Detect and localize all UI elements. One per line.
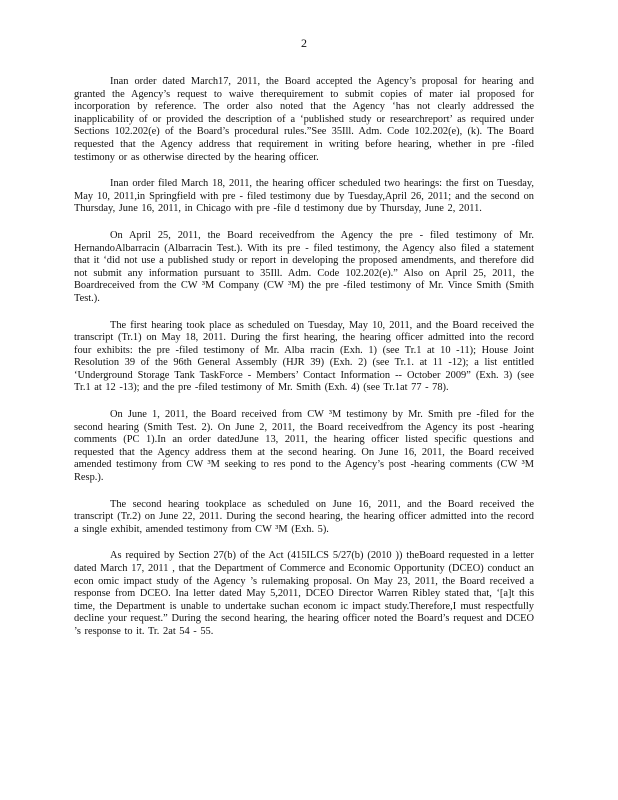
paragraph-prefiled-testimony: On April 25, 2011, the Board receivedfrom the Agency the pre - filed testimony of Mr. HernandoAlbarracin (Albarracin Test.). With its pre - filed testimony, the Agency also filed a statement that it ‘did not use a published study or report in developing the proposed amendments, and therefore did not submit any information pursuant to 35Ill. Adm. Code 102.202(e).” Also on April 25, 2011, the Boardreceived from the CW ³M Company (CW ³M) the pre -filed testimony of Mr. Vince Smith (Smith Test.). [74, 229, 534, 304]
paragraph-economic-impact-study: As required by Section 27(b) of the Act (415ILCS 5/27(b) (2010 )) theBoard requested in a letter dated March 17, 2011 , that the Department of Commerce and Economic Opportunity (DCEO) conduct an econ omic impact study of the Agency ’s rulemaking proposal. On May 23, 2011, the Board received a response from DCEO. Ina letter dated May 5,2011, DCEO Director Warren Ribley stated that, ‘[a]t this time, the Department is unable to undertake suchan econom ic impact study.Therefore,I must respectfully decline your request.” During the second hearing, the hearing officer noted the Board’s request and DCEO ’s response to it. Tr. 2at 54 - 55. [74, 550, 534, 637]
paragraph-hearing-schedule: Inan order filed March 18, 2011, the hearing officer scheduled two hearings: the first on Tuesday, May 10, 2011,in Springfield with pre - filed testimony due by Tuesday,April 26, 2011; and the second on Thursday, June 16, 2011, in Chicago with pre -file d testimony due by Thursday, June 2, 2011. [74, 178, 534, 215]
page-number: 2 [301, 36, 307, 50]
paragraph-board-order-march-17: Inan order dated March17, 2011, the Board accepted the Agency’s proposal for hearing and granted the Agency’s request to waive therequirement to submit copies of mater ial proposed for incorporation by reference. The order also noted that the Agency ‘has not clearly addressed the inapplicability of or provided the description of a ‘published study or researchreport’ as required under Sections 102.202(e) of the Board’s procedural rules.”See 35Ill. Adm. Code 102.202(e), (k). The Board requested that the Agency address that requirement in writing before hearing, whether in pre -filed testimony or as otherwise directed by the hearing officer. [74, 76, 534, 163]
paragraph-second-hearing: The second hearing tookplace as scheduled on June 16, 2011, and the Board received the transcript (Tr.2) on June 22, 2011. During the second hearing, the hearing officer admitted into the record a single exhibit, amended testimony from CW ³M (Exh. 5). [74, 498, 534, 535]
paragraph-first-hearing: The first hearing took place as scheduled on Tuesday, May 10, 2011, and the Board received the transcript (Tr.1) on May 18, 2011. During the first hearing, the hearing officer admitted into the record four exhibits: the pre -filed testimony of Mr. Alba rracin (Exh. 1) (see Tr.1 at 10 -11); House Joint Resolution 39 of the 96th General Assembly (HJR 39) (Exh. 2) (see Tr.1. at 11 -12); a list entitled ‘Underground Storage Tank TaskForce - Members’ Contact Information -- October 2009” (Exh. 3) (see Tr.1 at 12 -13); and the pre -filed testimony of Mr. Smith (Exh. 4) (see Tr.1at 77 - 78). [74, 319, 534, 394]
paragraph-june-filings: On June 1, 2011, the Board received from CW ³M testimony by Mr. Smith pre -filed for the second hearing (Smith Test. 2). On June 2, 2011, the Board receivedfrom the Agency its post -hearing comments (PC 1).In an order datedJune 13, 2011, the hearing officer listed specific questions and requested that the Agency address them at the second hearing. On June 16, 2011, the Board received amended testimony from CW ³M seeking to res pond to the Agency’s post -hearing comments (CW ³M Resp.). [74, 409, 534, 484]
